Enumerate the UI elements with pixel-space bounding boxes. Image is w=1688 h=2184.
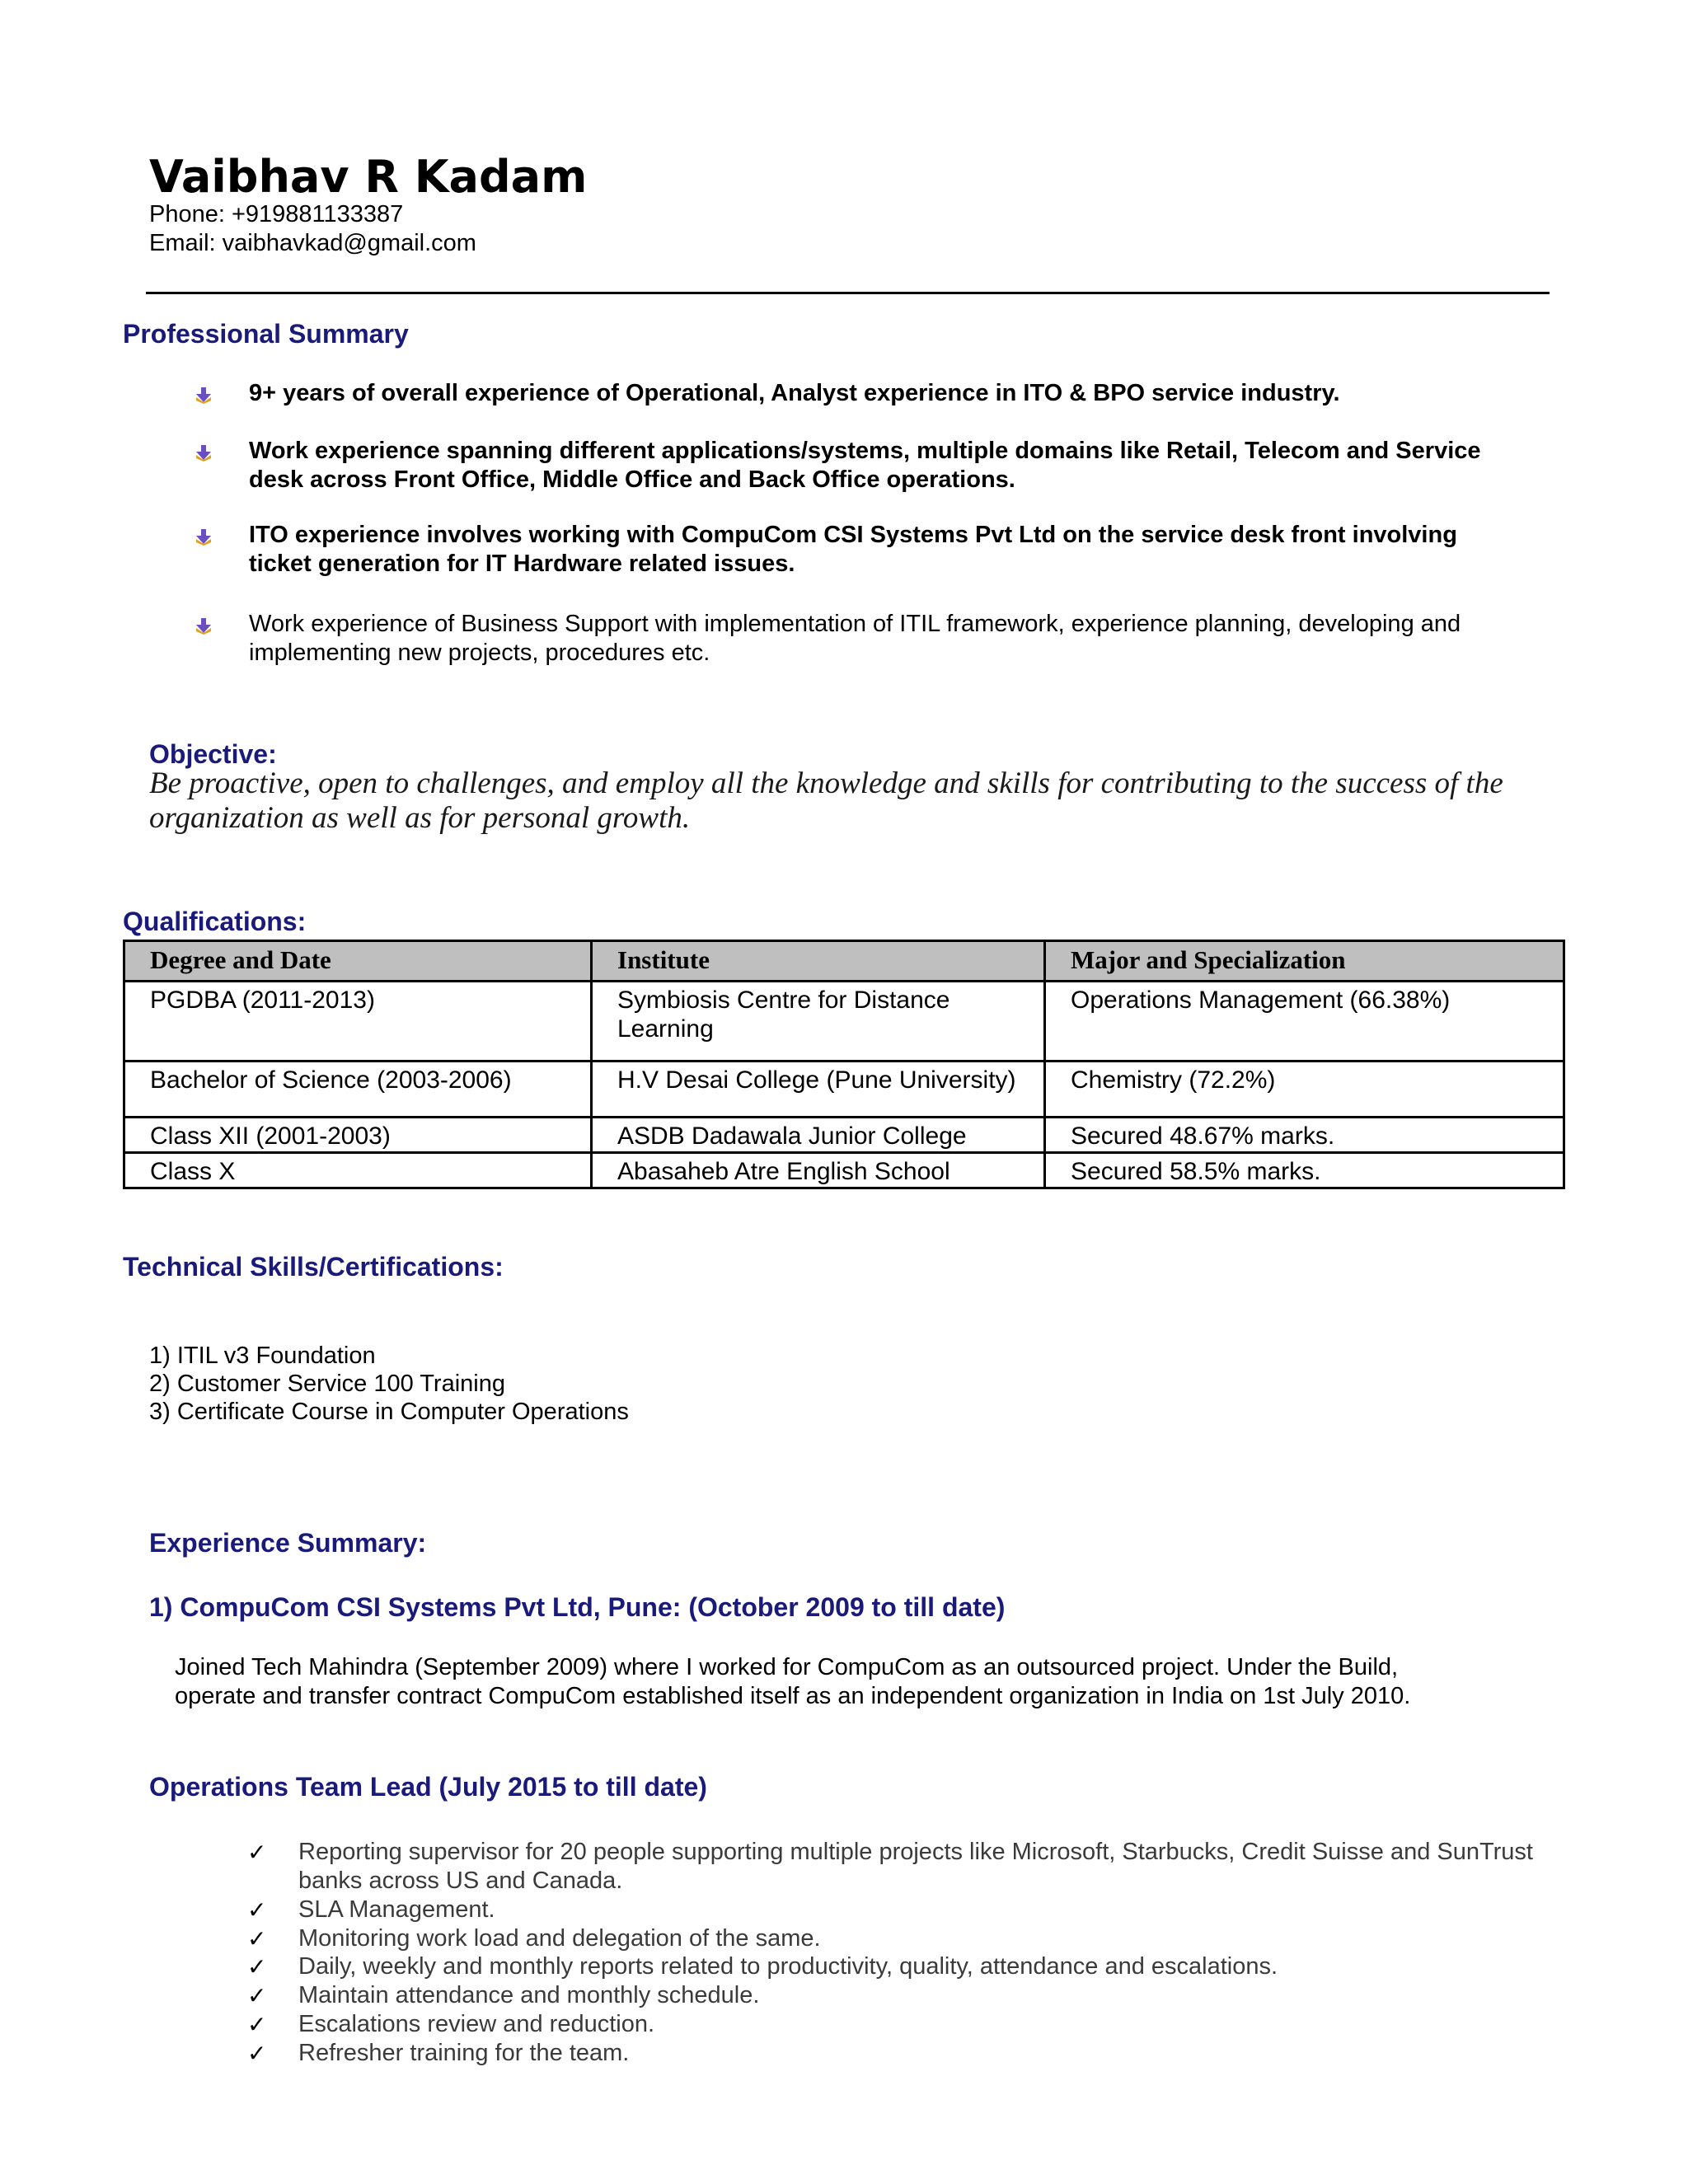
table-cell: ASDB Dadawala Junior College <box>592 1118 1045 1153</box>
table-header-row <box>124 941 1564 982</box>
checkmark-icon: ✓ <box>247 1953 267 1980</box>
duty-text: Monitoring work load and delegation of the same. <box>298 1925 821 1952</box>
duty-text: Escalations review and reduction. <box>298 2011 655 2037</box>
experience-summary-heading: Experience Summary: <box>149 1528 427 1558</box>
company-heading: 1) CompuCom CSI Systems Pvt Ltd, Pune: (October 2009 to till date) <box>149 1592 1006 1622</box>
arrow-bullet-icon <box>195 527 213 546</box>
summary-bullet-text: 9+ years of overall experience of Operational, Analyst experience in ITO & BPO service industry. <box>249 380 1340 406</box>
table-cell: PGDBA (2011-2013) <box>124 982 592 1062</box>
table-row <box>124 1062 1564 1118</box>
company-description: Joined Tech Mahindra (September 2009) where I worked for CompuCom as an outsourced project. Under the Build, operate and transfer contract CompuCom established itself as an independent organization in India on 1st July 2010. <box>175 1654 1411 1709</box>
phone-line: Phone: +919881133387 <box>149 201 404 227</box>
column-header-major: Major and Specialization <box>1045 941 1564 982</box>
table-cell: Operations Management (66.38%) <box>1045 982 1564 1062</box>
table-row <box>124 1153 1564 1188</box>
table-cell: Class X <box>124 1153 592 1188</box>
column-header-institute: Institute <box>592 941 1045 982</box>
duty-text: Daily, weekly and monthly reports related to productivity, quality, attendance and escalations. <box>298 1953 1278 1980</box>
objective-heading: Objective: <box>149 739 277 769</box>
qualifications-heading: Qualifications: <box>123 907 307 936</box>
list-item: 3) Certificate Course in Computer Operations <box>149 1399 629 1425</box>
list-item: 2) Customer Service 100 Training <box>149 1371 505 1397</box>
duty-text: Refresher training for the team. <box>298 2040 630 2066</box>
table-cell: Symbiosis Centre for Distance Learning <box>592 982 1045 1062</box>
checkmark-icon: ✓ <box>247 1982 267 2009</box>
email-line: Email: vaibhavkad@gmail.com <box>149 230 476 256</box>
checkmark-icon: ✓ <box>247 1925 267 1952</box>
technical-skills-heading: Technical Skills/Certifications: <box>123 1252 504 1282</box>
role-heading: Operations Team Lead (July 2015 to till date) <box>149 1772 707 1802</box>
checkmark-icon: ✓ <box>247 1839 267 1866</box>
duty-text: SLA Management. <box>298 1896 495 1923</box>
professional-summary-heading: Professional Summary <box>123 319 409 349</box>
checkmark-icon: ✓ <box>247 2040 267 2067</box>
column-header-degree: Degree and Date <box>124 941 592 982</box>
candidate-name: Vaibhav R Kadam <box>149 151 588 203</box>
skills-list <box>149 1342 629 1426</box>
table-row <box>124 1118 1564 1153</box>
table-cell: Abasaheb Atre English School <box>592 1153 1045 1188</box>
checkmark-icon: ✓ <box>247 2011 267 2038</box>
table-cell: Secured 58.5% marks. <box>1045 1153 1564 1188</box>
table-cell: Secured 48.67% marks. <box>1045 1118 1564 1153</box>
summary-bullet-text: Work experience of Business Support with implementation of ITIL framework, experience planning, developing and implementing new projects, procedures etc. <box>249 611 1461 666</box>
table-cell: Class XII (2001-2003) <box>124 1118 592 1153</box>
objective-text: Be proactive, open to challenges, and employ all the knowledge and skills for contributing to the success of the organization as well as for personal growth. <box>149 766 1503 835</box>
arrow-bullet-icon <box>195 386 213 404</box>
table-row <box>124 982 1564 1062</box>
table-cell: Chemistry (72.2%) <box>1045 1062 1564 1118</box>
arrow-bullet-icon <box>195 616 213 635</box>
qualifications-table <box>123 940 1565 1189</box>
arrow-bullet-icon <box>195 443 213 462</box>
table-cell: H.V Desai College (Pune University) <box>592 1062 1045 1118</box>
header-divider <box>146 292 1550 294</box>
table-cell: Bachelor of Science (2003-2006) <box>124 1062 592 1118</box>
duty-text: Maintain attendance and monthly schedule. <box>298 1982 760 2008</box>
summary-bullet-text: ITO experience involves working with CompuCom CSI Systems Pvt Ltd on the service desk front involving ticket generation for IT Hardware related issues. <box>249 522 1457 577</box>
checkmark-icon: ✓ <box>247 1896 267 1924</box>
list-item: 1) ITIL v3 Foundation <box>149 1343 376 1369</box>
summary-bullet-text: Work experience spanning different applications/systems, multiple domains like Retail, Telecom and Service desk across Front Office, Middle Office and Back Office operations. <box>249 438 1481 493</box>
duty-text: Reporting supervisor for 20 people supporting multiple projects like Microsoft, Starbucks, Credit Suisse and SunTrust banks across US and Canada. <box>298 1839 1533 1894</box>
